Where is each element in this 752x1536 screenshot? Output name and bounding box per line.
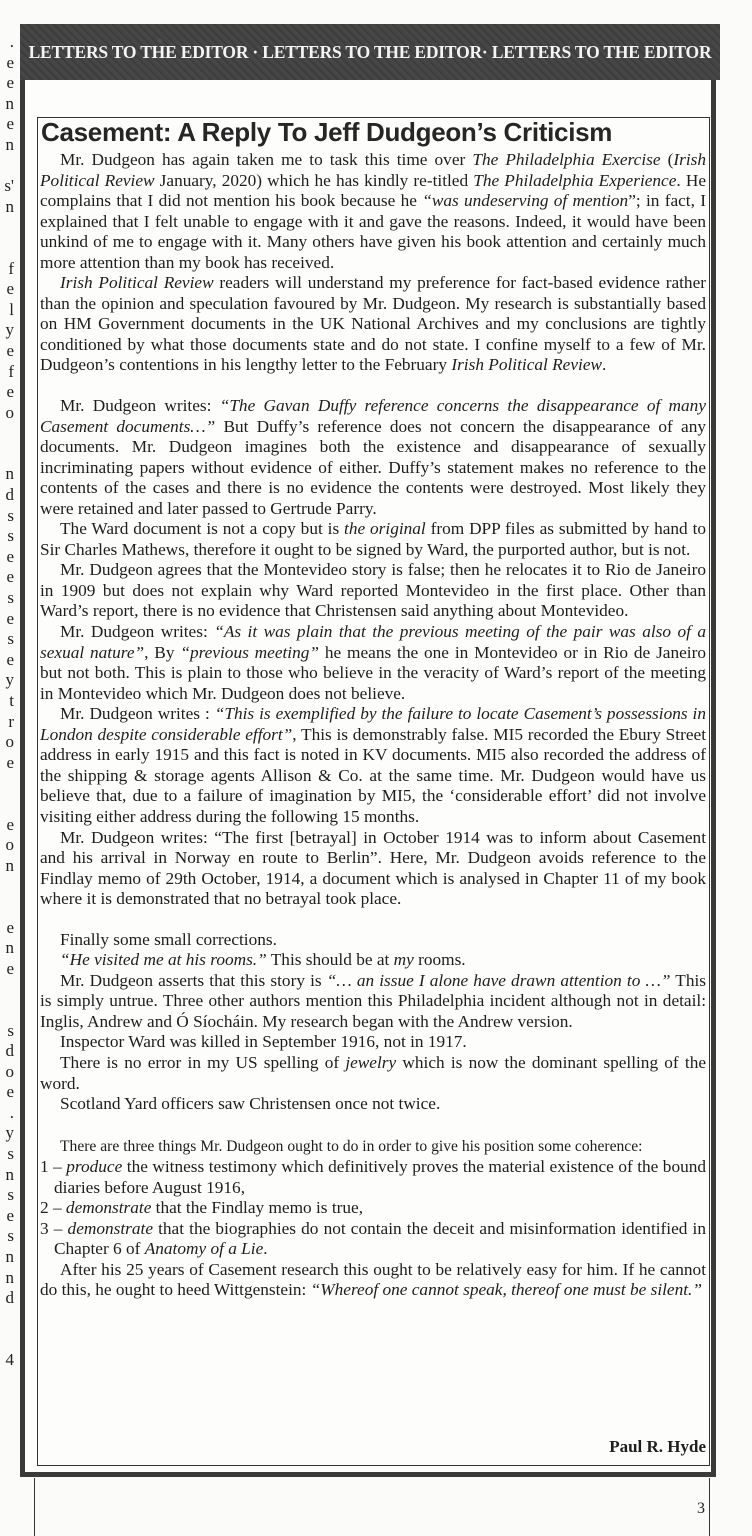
text-run: Scotland Yard officers saw Christensen once not twice.	[60, 1094, 441, 1114]
text-run: .	[263, 1239, 268, 1259]
text-run: , This is demonstrably false. MI5 recorded the Ebury Street address in early 1915 and this fact is noted in KV documents. MI5 also recorded the address of the shipping & storage agents Allison & Co. at the same time. Mr. Dudgeon would have us believe that, due to a failure of imagination by MI5, the ‘considerable effort’ did not involve visiting either address during the following 15 months.	[40, 724, 706, 826]
italic-text: demonstrate	[67, 1218, 153, 1238]
article-title: Casement: A Reply To Jeff Dudgeon’s Criticism	[41, 117, 613, 147]
italic-text: jewelry	[345, 1052, 397, 1072]
margin-fragment: e	[6, 1082, 14, 1102]
margin-fragment: e	[6, 340, 14, 360]
text-run: (	[660, 150, 674, 169]
text-run: . He complains that I did not mention his book because he	[40, 170, 707, 211]
margin-fragment: d	[5, 1041, 14, 1061]
italic-text: Irish Political Review	[60, 273, 214, 293]
margin-fragment	[0, 1309, 14, 1330]
page-number: 3	[697, 1500, 705, 1517]
article-paragraph	[40, 971, 706, 1033]
text-run: Mr. Dudgeon agrees that the Montevideo story is false; then he relocates it to Rio de Janeiro in 1909 but does not explain why Ward reported Montevideo in the first place. Other than Ward’s report, there is no evidence that Christensen said anything about Montevideo.	[40, 560, 706, 621]
margin-fragment	[0, 876, 14, 897]
margin-fragment: n	[5, 196, 14, 216]
italic-text: “This is exemplified by the failure to locate Casement’s possessions in London despite considerable effort”	[40, 704, 707, 744]
text-run: which is now the dominant spelling of the word.	[40, 1052, 707, 1093]
text-run: that the Findlay memo is true,	[151, 1198, 364, 1218]
margin-fragment: y	[5, 320, 14, 340]
margin-fragment: d	[5, 485, 14, 505]
margin-fragment: r	[8, 711, 14, 731]
section-banner	[20, 24, 720, 80]
margin-fragment: e	[6, 608, 14, 628]
text-run: This is simply untrue. Three other authors mention this Philadelphia incident although not in detail: Inglis, Andrew and Ó Síocháin. My research began with the Andrew version.	[40, 970, 706, 1031]
margin-fragment: e	[6, 752, 14, 772]
margin-fragment: t	[9, 691, 14, 710]
margin-fragment: e	[6, 917, 14, 937]
text-run: 3 –	[40, 1218, 68, 1238]
article-body	[40, 150, 706, 1301]
article-paragraph	[40, 930, 706, 951]
margin-fragment: n	[5, 464, 14, 484]
text-run: 1 –	[40, 1157, 67, 1177]
margin-fragment: n	[5, 938, 14, 958]
article-paragraph	[40, 1094, 706, 1115]
italic-text: Anatomy of a Lie	[144, 1239, 264, 1259]
margin-fragment: n	[5, 855, 14, 875]
margin-fragment: e	[6, 649, 14, 669]
numbered-list-item	[40, 1219, 706, 1260]
italic-text: “previous meeting”	[180, 642, 319, 662]
text-run: January, 2020) which he has kindly re-titled	[154, 170, 474, 190]
margin-fragment: n	[5, 1267, 14, 1287]
paragraph-spacer	[40, 1115, 706, 1137]
margin-fragment	[0, 1000, 14, 1021]
italic-text: Irish Political Review	[40, 150, 707, 190]
margin-fragment: s	[7, 1144, 14, 1164]
margin-fragment: o	[5, 732, 14, 752]
text-run: the witness testimony which definitively proves the material existence of the bound diaries before August 1916,	[54, 1157, 707, 1197]
text-run: But Duffy’s reference does not concern the disappearance of any documents. Mr. Dudgeon imagines both the existence and disappearance of sexually incriminating papers without evidence of either. Duffy’s statement makes no reference to the contents of the cases and there is no evidence the contents were destroyed. Most likely they were retained and later passed to Gertrude Parry.	[40, 416, 706, 518]
column-rule-right	[709, 1478, 710, 1536]
article-paragraph	[40, 828, 706, 910]
text-run: rooms.	[413, 950, 466, 970]
closing-paragraph	[40, 1260, 706, 1301]
text-run: Finally some small corrections.	[60, 929, 277, 949]
italic-text: “The Gavan Duffy reference concerns the disappearance of many Casement documents…”	[40, 396, 706, 436]
margin-fragment	[0, 238, 14, 259]
article-paragraph	[40, 704, 706, 827]
margin-fragment: e	[6, 382, 14, 402]
margin-fragment: .	[9, 1102, 14, 1122]
article-paragraph	[40, 273, 706, 376]
margin-fragment	[0, 217, 14, 238]
text-run: from DPP files as submitted by hand to Sir Charles Mathews, therefore it ought to be signed by Ward, the purported author, but is not.	[40, 519, 707, 559]
italic-text: “… an issue I alone have drawn attention to …”	[326, 970, 671, 990]
author-signature: Paul R. Hyde	[609, 1437, 706, 1456]
text-run: he means the one in Montevideo or in Rio de Janeiro but not both. This is plain to those who believe in the veracity of Ward’s report of the meeting in Montevideo which Mr. Dudgeon does not believe.	[40, 642, 706, 703]
margin-fragment: f	[8, 258, 14, 278]
margin-fragment: s'	[4, 176, 14, 196]
margin-fragment: .	[9, 32, 14, 51]
italic-text: my	[393, 950, 414, 970]
numbered-list-item	[40, 1157, 706, 1198]
margin-fragment: e	[6, 114, 14, 134]
margin-fragment: s	[7, 1020, 14, 1040]
margin-fragment: e	[6, 958, 14, 978]
article-paragraph	[40, 1053, 706, 1094]
margin-fragment	[0, 773, 14, 794]
margin-fragment: o	[5, 1061, 14, 1081]
text-run: Mr. Dudgeon has again taken me to task this time over	[60, 150, 473, 169]
column-rule-left	[34, 1478, 35, 1536]
italic-text: “As it was plain that the previous meeting of the pair was also of a sexual nature”	[40, 622, 706, 662]
margin-fragment: e	[6, 814, 14, 834]
italic-text: demonstrate	[65, 1198, 152, 1218]
text-run: After his 25 years of Casement research this ought to be relatively easy for him. If he cannot do this, he ought to heed Wittgenstein:	[40, 1259, 706, 1300]
margin-fragment: e	[6, 279, 14, 299]
margin-fragment	[0, 444, 14, 465]
text-run: readers will understand my preference for fact-based evidence rather than the opinion and speculation favoured by Mr. Dudgeon. My research is substantially based on HM Government documents in the UK National Archives and my conclusions are tightly conditioned by what those documents state and do not state. I confine myself to a few of Mr. Dudgeon’s contentions in his lengthy letter to the February	[40, 273, 706, 375]
article-paragraph	[40, 150, 706, 273]
margin-fragment: s	[7, 588, 14, 608]
italic-text: “Whereof one cannot speak, thereof one must be silent.”	[310, 1280, 702, 1300]
margin-fragment: 4	[5, 1350, 14, 1369]
text-run: This should be at	[266, 950, 394, 970]
margin-fragment	[0, 156, 14, 177]
list-intro: There are three things Mr. Dudgeon ought to do in order to give his position some coherence:	[60, 1137, 643, 1155]
margin-fragment: n	[5, 134, 14, 154]
margin-fragment: y	[5, 670, 14, 690]
margin-fragment: n	[5, 1164, 14, 1184]
italic-text: the original	[344, 519, 426, 539]
text-run: ”; in fact, I explained that I felt unable to engage with it and gave the reasons. Indeed, it would have been unkind of me to engage with it. Many others have given his book attention and certainly much more attention than my book has received.	[40, 191, 706, 272]
margin-fragment: s	[7, 526, 14, 546]
margin-fragment: o	[5, 402, 14, 422]
text-run: 2 –	[40, 1198, 66, 1218]
article-paragraph	[40, 519, 706, 560]
text-run: , By	[144, 642, 181, 662]
margin-fragment: e	[6, 546, 14, 566]
italic-text: Irish Political Review	[451, 355, 603, 375]
margin-fragment: d	[5, 1288, 14, 1308]
margin-fragment: s	[7, 629, 14, 649]
paragraph-spacer	[40, 910, 706, 930]
article-paragraph	[40, 622, 706, 704]
margin-fragment	[0, 979, 14, 1000]
paragraph-spacer	[40, 376, 706, 396]
article-paragraph	[40, 1032, 706, 1053]
margin-fragment: e	[6, 73, 14, 93]
margin-fragment: e	[6, 1205, 14, 1225]
margin-fragment: n	[5, 93, 14, 113]
section-banner-text: LETTERS TO THE EDITOR · LETTERS TO THE EDITOR· LETTERS TO THE EDITOR	[28, 41, 712, 62]
italic-text: The Philadelphia Experience	[473, 170, 677, 190]
numbered-list-item	[40, 1198, 706, 1219]
italic-text: “He visited me at his rooms.”	[60, 950, 267, 970]
margin-fragment	[0, 794, 14, 815]
margin-fragment	[0, 423, 14, 444]
margin-fragment: s	[7, 1185, 14, 1205]
adjacent-column-fragments	[0, 32, 14, 1371]
margin-fragment	[0, 1329, 14, 1350]
italic-text: “was undeserving of mention	[422, 191, 629, 211]
margin-fragment: s	[7, 1226, 14, 1246]
margin-fragment: e	[6, 52, 14, 72]
text-run: There is no error in my US spelling of	[60, 1052, 346, 1072]
margin-fragment: n	[5, 1247, 14, 1267]
margin-fragment: e	[6, 567, 14, 587]
margin-fragment: f	[8, 361, 14, 381]
margin-fragment: s	[7, 505, 14, 525]
article-paragraph	[40, 396, 706, 519]
margin-fragment	[0, 897, 14, 918]
margin-fragment: l	[9, 299, 14, 319]
text-run: Mr. Dudgeon asserts that this story is	[60, 970, 327, 990]
italic-text: The Philadelphia Exercise	[472, 150, 661, 169]
margin-fragment: o	[5, 835, 14, 855]
text-run: Mr. Dudgeon writes :	[60, 704, 215, 724]
article-paragraph	[40, 560, 706, 622]
text-run: .	[602, 355, 607, 375]
article-paragraph	[40, 950, 706, 971]
text-run: The Ward document is not a copy but is	[60, 519, 345, 539]
italic-text: produce	[66, 1157, 123, 1177]
text-run: Mr. Dudgeon writes: “The first [betrayal] in October 1914 was to inform about Casement and his arrival in Norway en route to Berlin”. Here, Mr. Dudgeon avoids reference to the Findlay memo of 29th October, 1914, a document which is analysed in Chapter 11 of my book where it is demonstrated that no betrayal took place.	[40, 827, 706, 909]
text-run: Inspector Ward was killed in September 1916, not in 1917.	[60, 1032, 467, 1052]
text-run: Mr. Dudgeon writes:	[60, 396, 220, 416]
text-run: that the biographies do not contain the deceit and misinformation identified in Chapter 6 of	[54, 1218, 706, 1259]
text-run: Mr. Dudgeon writes:	[60, 622, 215, 642]
margin-fragment: y	[5, 1123, 14, 1143]
